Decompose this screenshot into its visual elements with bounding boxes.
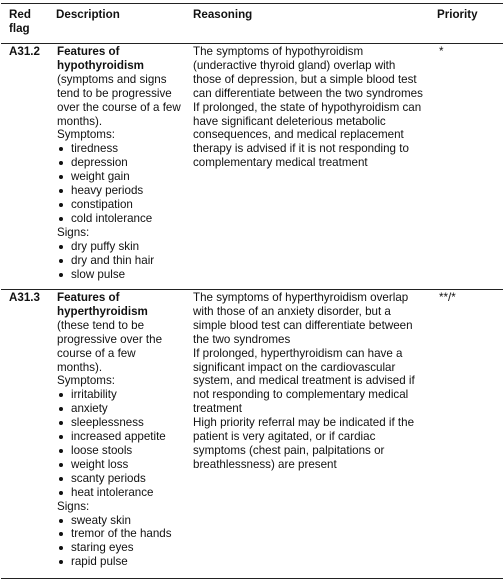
- bullet-icon: [59, 273, 63, 277]
- bullet-icon: [59, 259, 63, 263]
- list-item: heavy periods: [57, 184, 182, 198]
- list-item: increased appetite: [57, 430, 182, 444]
- bullet-icon: [59, 463, 63, 467]
- list-item: cold intolerance: [57, 212, 182, 226]
- signs-label: Signs:: [57, 499, 90, 513]
- list-item: tremor of the hands: [57, 527, 182, 541]
- bullet-icon: [59, 435, 63, 439]
- list-item: sleeplessness: [57, 416, 182, 430]
- bullet-icon: [59, 245, 63, 249]
- bullet-icon: [59, 477, 63, 481]
- reasoning-cell: [186, 44, 430, 290]
- signs-list: [57, 240, 182, 282]
- bullet-icon: [59, 203, 63, 207]
- priority-cell: *: [439, 45, 444, 58]
- list-item: anxiety: [57, 402, 182, 416]
- table-header-row: [1, 4, 503, 44]
- list-item: staring eyes: [57, 541, 182, 555]
- bullet-icon: [59, 519, 63, 523]
- description-cell: [49, 44, 186, 290]
- bottom-rule: [1, 578, 503, 579]
- signs-list: [57, 514, 182, 570]
- condition-intro: (these tend to be progressive over the course of a few months).: [57, 318, 163, 374]
- list-item: dry and thin hair: [57, 254, 182, 268]
- list-item: tiredness: [57, 142, 182, 156]
- bullet-icon: [59, 491, 63, 495]
- bullet-icon: [59, 393, 63, 397]
- reasoning-paragraph: The symptoms of hypothyroidism (underactive thyroid gland) overlap with those of depression, but a simple blood test can differentiate between the two syndromes: [193, 45, 423, 100]
- bullet-icon: [59, 546, 63, 550]
- header-red-flag: Red flag: [9, 8, 31, 35]
- bullet-icon: [59, 421, 63, 425]
- condition-title: Features of hyperthyroidism: [57, 291, 148, 318]
- description-cell: [49, 290, 186, 579]
- condition-intro: (symptoms and signs tend to be progressive over the course of a few months).: [57, 72, 181, 128]
- list-item: sweaty skin: [57, 514, 182, 528]
- bullet-icon: [59, 217, 63, 221]
- bullet-icon: [59, 449, 63, 453]
- reasoning-paragraph: High priority referral may be indicated if the patient is very agitated, or if cardiac symptoms (chest pain, palpitations or breathlessness) are present: [193, 416, 415, 471]
- bullet-icon: [59, 147, 63, 151]
- reasoning-paragraph: If prolonged, the state of hypothyroidism can have significant deleterious metabolic consequences, and medical replacement therapy is advised if it is not responding to complementary medical treatment: [193, 100, 422, 170]
- list-item: loose stools: [57, 444, 182, 458]
- list-item: slow pulse: [57, 268, 182, 282]
- list-item: depression: [57, 156, 182, 170]
- bullet-icon: [59, 189, 63, 193]
- bullet-icon: [59, 161, 63, 165]
- list-item: rapid pulse: [57, 555, 182, 569]
- header-priority: Priority: [437, 8, 478, 21]
- red-flag-code: A31.2: [9, 45, 40, 58]
- symptoms-list: [57, 388, 182, 499]
- condition-title: Features of hypothyroidism: [57, 45, 144, 72]
- bullet-icon: [59, 175, 63, 179]
- list-item: heat intolerance: [57, 486, 182, 500]
- list-item: weight loss: [57, 458, 182, 472]
- reasoning-paragraph: If prolonged, hyperthyroidism can have a significant impact on the cardiovascular system, and medical treatment is advised if not responding to complementary medical treatment: [193, 346, 415, 416]
- bullet-icon: [59, 407, 63, 411]
- reasoning-paragraph: The symptoms of hyperthyroidism overlap with those of an anxiety disorder, but a simple blood test can differentiate between the two syndromes: [193, 291, 413, 346]
- symptoms-list: [57, 142, 182, 225]
- signs-label: Signs:: [57, 225, 90, 239]
- header-description: Description: [56, 8, 120, 21]
- bullet-icon: [59, 560, 63, 564]
- bullet-icon: [59, 532, 63, 536]
- symptoms-label: Symptoms:: [57, 128, 115, 142]
- red-flag-code: A31.3: [9, 291, 40, 304]
- list-item: weight gain: [57, 170, 182, 184]
- table-row: [1, 44, 503, 290]
- list-item: scanty periods: [57, 472, 182, 486]
- reasoning-cell: [186, 290, 430, 579]
- list-item: irritability: [57, 388, 182, 402]
- priority-cell: **/*: [439, 291, 456, 304]
- header-reasoning: Reasoning: [193, 8, 253, 21]
- red-flag-table: [1, 3, 503, 579]
- symptoms-label: Symptoms:: [57, 374, 115, 388]
- list-item: constipation: [57, 198, 182, 212]
- table-row: [1, 290, 503, 579]
- list-item: dry puffy skin: [57, 240, 182, 254]
